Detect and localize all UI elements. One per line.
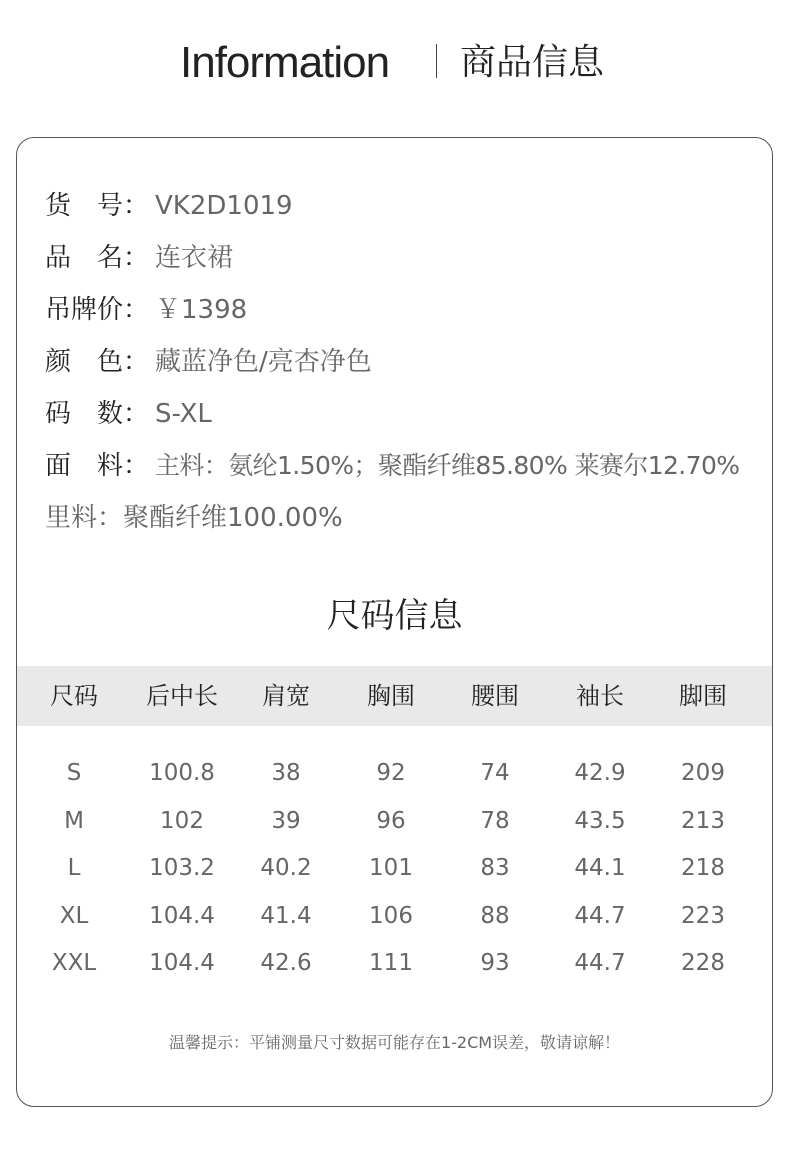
- table-cell: 103.2: [149, 855, 215, 881]
- table-row: [17, 798, 772, 846]
- header-cell: 袖长: [576, 682, 624, 710]
- info-card: [16, 137, 773, 1107]
- table-cell: 213: [681, 807, 725, 834]
- measurement-note: 温馨提示：平铺测量尺寸数据可能存在1-2CM误差，敬请谅解！: [168, 1033, 621, 1052]
- size-table-body: [17, 750, 772, 988]
- info-row-fabric: [45, 446, 770, 498]
- table-cell: 40.2: [260, 855, 312, 881]
- table-cell: XXL: [51, 950, 97, 976]
- info-row-name: [45, 238, 770, 290]
- info-label: 面 料：: [45, 451, 150, 481]
- header-cell: 肩宽: [262, 682, 310, 710]
- table-cell: XL: [59, 902, 89, 929]
- header-cell: 尺码: [50, 682, 98, 710]
- table-cell: L: [67, 855, 81, 881]
- info-label: 码 数：: [45, 399, 150, 429]
- table-cell: S: [66, 760, 82, 786]
- table-cell: 100.8: [149, 760, 215, 786]
- info-value: 聚酯纤维100.00%: [123, 503, 343, 533]
- table-row: [17, 750, 772, 798]
- table-cell: 223: [681, 902, 725, 929]
- info-label: 里料：: [45, 503, 124, 533]
- table-cell: 78: [480, 807, 510, 834]
- table-cell: M: [64, 807, 84, 834]
- info-value: 藏蓝净色/亮杏净色: [155, 347, 372, 377]
- info-row-lining: [45, 498, 770, 550]
- table-cell: 88: [480, 902, 510, 929]
- info-row-price: [45, 290, 770, 342]
- info-value: ￥1398: [155, 295, 248, 325]
- table-cell: 209: [681, 760, 725, 786]
- table-cell: 42.6: [260, 950, 312, 976]
- size-table-header: [17, 666, 772, 726]
- table-cell: 83: [480, 855, 510, 881]
- table-row: [17, 845, 772, 893]
- table-cell: 74: [480, 760, 510, 786]
- info-row-sizes: [45, 394, 770, 446]
- header-title-zh: 商品信息: [460, 42, 605, 83]
- table-cell: 96: [376, 807, 406, 834]
- info-row-color: [45, 342, 770, 394]
- table-cell: 106: [369, 902, 413, 929]
- info-label: 品 名：: [45, 243, 150, 273]
- table-cell: 42.9: [574, 760, 626, 786]
- table-cell: 44.7: [574, 902, 626, 929]
- table-cell: 44.1: [574, 855, 626, 881]
- header-cell: 后中长: [146, 682, 218, 710]
- header-title-en: Information: [180, 38, 390, 87]
- table-cell: 44.7: [574, 950, 626, 976]
- header-cell: 腰围: [471, 682, 519, 710]
- table-cell: 101: [369, 855, 413, 881]
- table-cell: 92: [376, 760, 406, 786]
- info-label: 颜 色：: [45, 347, 150, 377]
- table-cell: 111: [369, 950, 413, 976]
- table-cell: 41.4: [260, 902, 312, 929]
- page-header: [0, 38, 790, 98]
- table-cell: 228: [681, 950, 725, 976]
- table-row: [17, 940, 772, 988]
- table-cell: 104.4: [149, 950, 215, 976]
- table-cell: 39: [271, 807, 301, 834]
- table-cell: 38: [271, 760, 301, 786]
- table-cell: 102: [160, 807, 204, 834]
- header-cell: 脚围: [679, 682, 727, 710]
- info-value: VK2D1019: [155, 191, 293, 221]
- size-table-title: 尺码信息: [326, 596, 463, 636]
- product-info-list: [45, 186, 770, 550]
- info-value: 连衣裙: [155, 243, 234, 273]
- table-cell: 218: [681, 855, 725, 881]
- table-cell: 93: [480, 950, 510, 976]
- header-divider: [436, 44, 437, 78]
- header-cell: 胸围: [367, 682, 415, 710]
- table-cell: 43.5: [574, 807, 626, 834]
- info-label: 货 号：: [45, 191, 150, 221]
- info-row-sku: [45, 186, 770, 238]
- info-value: S-XL: [155, 399, 212, 429]
- info-label: 吊牌价：: [45, 295, 150, 325]
- table-cell: 104.4: [149, 902, 215, 929]
- table-row: [17, 893, 772, 941]
- info-value: 主料：氨纶1.50%；聚酯纤维85.80% 莱赛尔12.70%: [155, 451, 740, 480]
